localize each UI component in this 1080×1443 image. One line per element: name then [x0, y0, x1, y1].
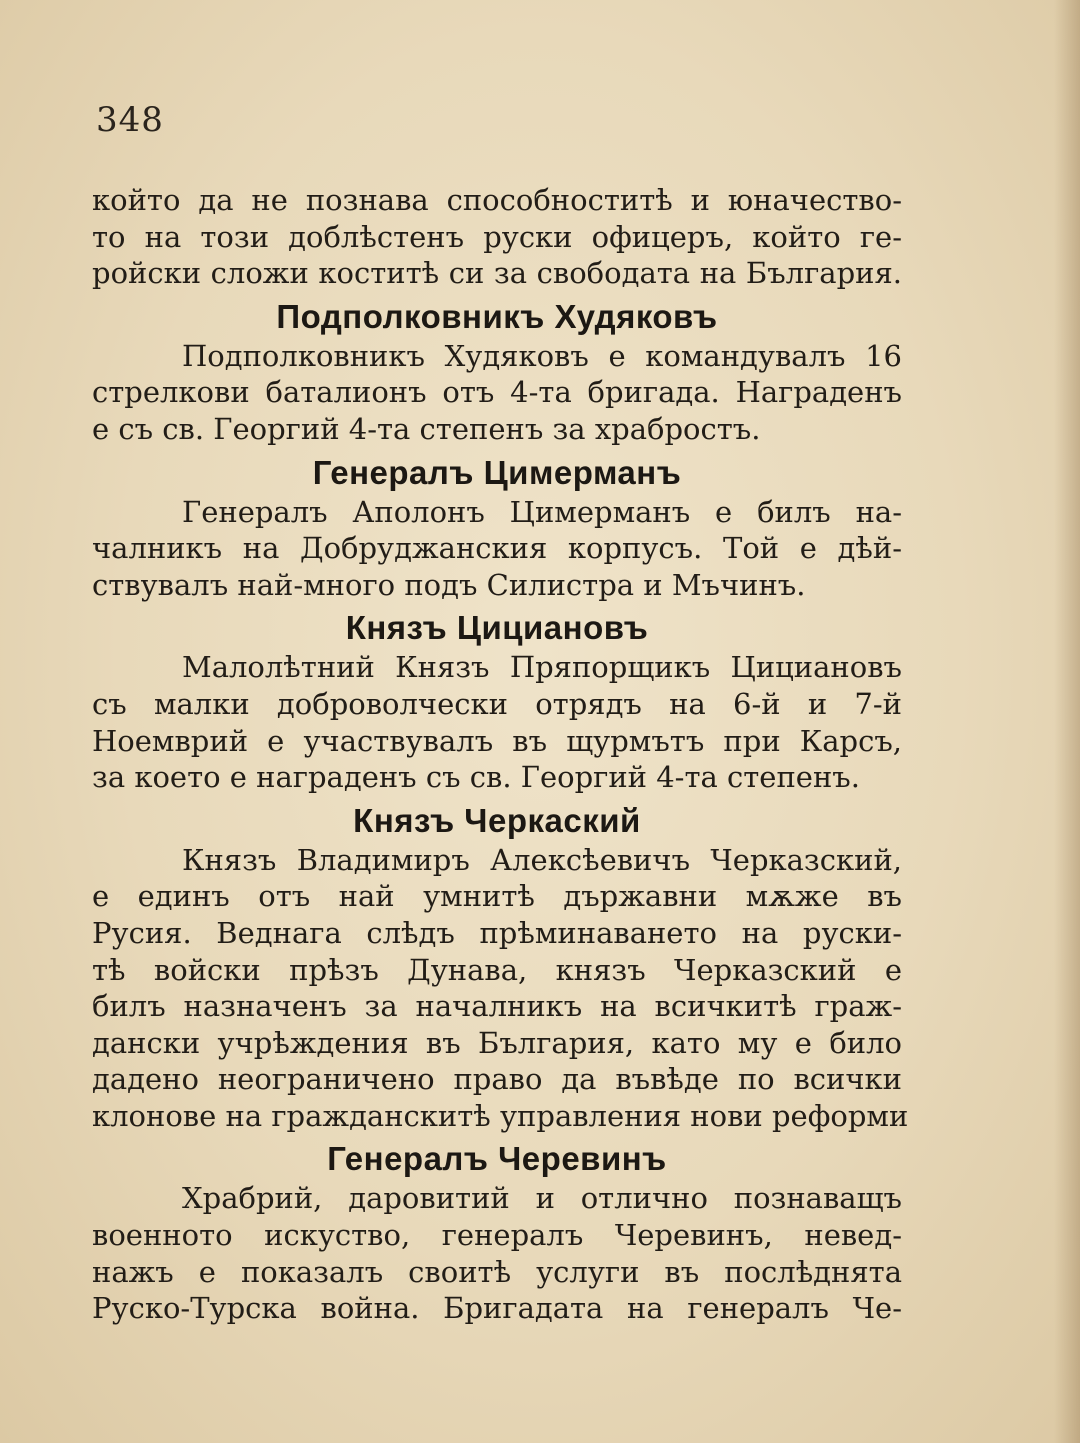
- text-line: то на този доблѣстенъ руски офицеръ, който ге-: [92, 219, 902, 254]
- text-line: ствувалъ най-много подъ Силистра и Мъчинъ.: [92, 567, 806, 602]
- section-heading: Генералъ Черевинъ: [327, 1140, 667, 1178]
- section-heading: Подполковникъ Худяковъ: [276, 297, 718, 335]
- text-line: чалникъ на Добруджанския корпусъ. Той е дѣй-: [92, 531, 902, 566]
- text-line: е съ св. Георгий 4-та степенъ за храбростъ.: [92, 411, 761, 446]
- section-heading: Генералъ Цимерманъ: [312, 453, 682, 491]
- section-zimmermann: [92, 452, 902, 604]
- text-line: нажъ е показалъ своитѣ услуги въ послѣднята: [92, 1254, 902, 1289]
- text-line: Русия. Веднага слѣдъ прѣминаването на руски-: [92, 915, 902, 950]
- page-body: [92, 182, 909, 1327]
- section-paragraph: [92, 649, 902, 795]
- text-line: стрелкови баталионъ отъ 4-та бригада. Награденъ: [92, 375, 902, 410]
- text-line: Генералъ Аполонъ Цимерманъ е билъ на-: [182, 494, 902, 529]
- text-line: съ малки доброволчески отрядъ на 6-й и 7-й: [92, 686, 902, 721]
- section-heading: Князъ Черкаский: [353, 801, 641, 839]
- section-heading: Князъ Цициановъ: [345, 609, 649, 647]
- text-line: за което е награденъ съ св. Георгий 4-та степенъ.: [92, 760, 860, 795]
- intro-paragraph: [92, 182, 902, 292]
- text-line: билъ назначенъ за началникъ на всичкитѣ граж-: [92, 989, 902, 1024]
- text-line: Князъ Владимиръ Алексѣевичъ Черказский,: [182, 842, 902, 877]
- section-paragraph: [92, 1180, 902, 1326]
- text-line: който да не познава способноститѣ и юначество-: [92, 183, 902, 217]
- page-number: 348: [96, 100, 164, 140]
- section-paragraph: [92, 842, 909, 1135]
- section-tsitsianov: [92, 607, 902, 795]
- section-paragraph: [92, 338, 902, 448]
- section-cherkassky: [92, 800, 909, 1135]
- text-line: тѣ войски прѣзъ Дунава, князъ Черказский е: [92, 952, 902, 987]
- section-paragraph: [92, 494, 902, 604]
- text-line: дадено неограничено право да въвѣде по всички: [92, 1062, 902, 1097]
- text-line: Храбрий, даровитий и отлично познаващъ: [182, 1181, 902, 1216]
- text-line: ройски сложи коститѣ си за свободата на България.: [92, 256, 902, 291]
- text-line: Ноемврий е участвувалъ въ щурмътъ при Карсъ,: [92, 723, 902, 758]
- text-line: клонове на гражданскитѣ управления нови реформи: [92, 1098, 909, 1133]
- text-line: дански учрѣждения въ България, като му е било: [92, 1025, 902, 1060]
- text-line: е единъ отъ най умнитѣ държавни мѫже въ: [92, 879, 902, 914]
- text-line: Малолѣтний Князъ Пряпорщикъ Цициановъ: [182, 650, 902, 685]
- text-line: Подполковникъ Худяковъ е командувалъ 16: [182, 338, 902, 373]
- text-line: Руско-Турска война. Бригадата на генералъ Че-: [92, 1291, 902, 1326]
- section-khudyakov: [92, 296, 902, 448]
- text-line: военното искуство, генералъ Черевинъ, невед-: [92, 1218, 902, 1253]
- section-cherevin: [92, 1138, 902, 1326]
